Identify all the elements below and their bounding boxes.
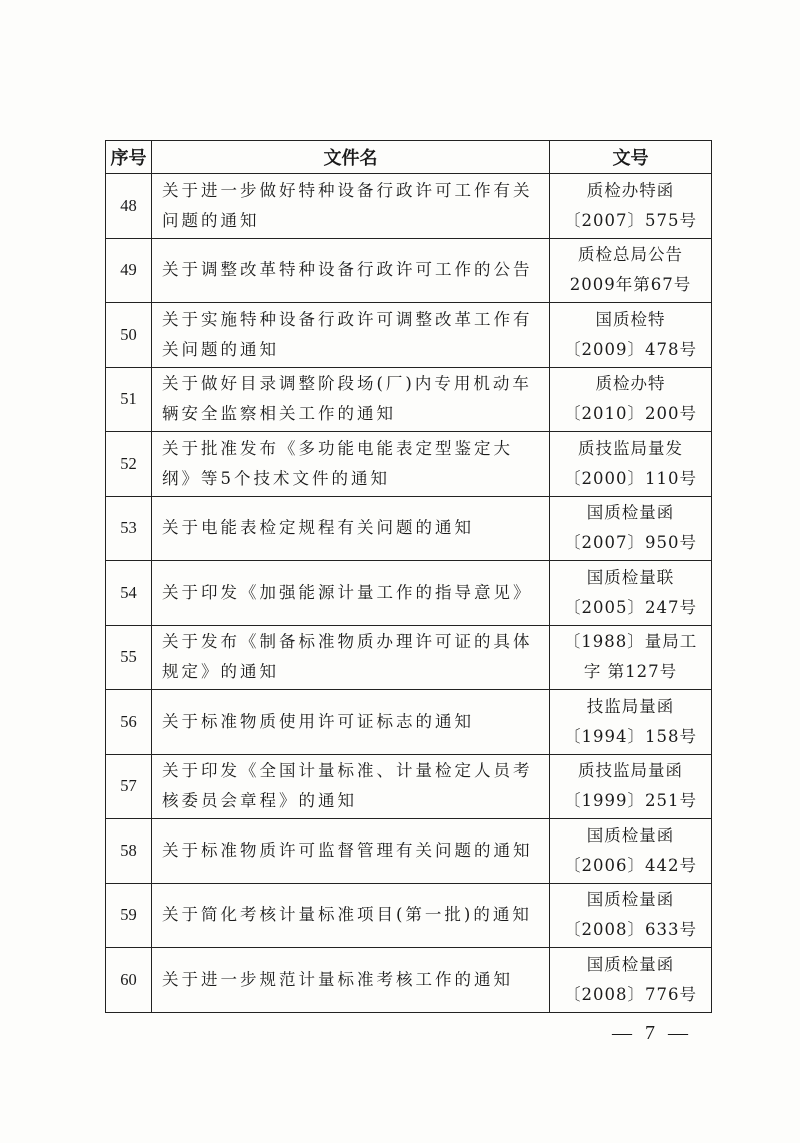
table-row [106,883,712,948]
row-file-name: 关于简化考核计量标准项目(第一批)的通知 [152,883,550,948]
header-doc-no: 文号 [550,141,712,174]
doc-no-line1: 国质检量联 [586,567,675,587]
row-doc-no [550,496,712,561]
row-seq: 53 [106,496,152,561]
header-name: 文件名 [152,141,550,174]
table-header-row [106,141,712,174]
row-doc-no [550,819,712,884]
row-doc-no [550,238,712,303]
table-row [106,819,712,884]
row-file-name: 关于标准物质使用许可证标志的通知 [152,690,550,755]
page-number: — 7 — [612,1022,692,1044]
row-seq: 49 [106,238,152,303]
row-seq: 51 [106,367,152,432]
row-file-name: 关于印发《全国计量标准、计量检定人员考核委员会章程》的通知 [152,754,550,819]
row-seq: 57 [106,754,152,819]
row-seq: 59 [106,883,152,948]
row-doc-no [550,174,712,239]
doc-no-line1: 质技监局量函 [578,761,683,781]
doc-no-line2: 〔1994〕158号 [564,726,697,746]
table-row [106,948,712,1013]
row-file-name: 关于调整改革特种设备行政许可工作的公告 [152,238,550,303]
row-doc-no [550,690,712,755]
table-row [106,432,712,497]
table-row [106,561,712,626]
doc-no-line2: 〔2000〕110号 [564,468,697,488]
doc-no-line2: 〔2007〕575号 [564,210,697,230]
doc-no-line2: 〔2005〕247号 [564,597,697,617]
row-doc-no [550,303,712,368]
row-file-name: 关于进一步做好特种设备行政许可工作有关问题的通知 [152,174,550,239]
row-file-name: 关于印发《加强能源计量工作的指导意见》 [152,561,550,626]
row-file-name: 关于做好目录调整阶段场(厂)内专用机动车辆安全监察相关工作的通知 [152,367,550,432]
doc-no-line2: 2009年第67号 [569,275,692,295]
row-file-name: 关于发布《制备标准物质办理许可证的具体规定》的通知 [152,625,550,690]
row-file-name: 关于批准发布《多功能电能表定型鉴定大纲》等5个技术文件的通知 [152,432,550,497]
table-row [106,690,712,755]
row-seq: 55 [106,625,152,690]
doc-no-line2: 〔2007〕950号 [564,533,697,553]
row-seq: 54 [106,561,152,626]
header-seq: 序号 [106,141,152,174]
doc-no-line1: 技监局量函 [586,696,675,716]
row-doc-no [550,948,712,1013]
row-doc-no [550,625,712,690]
row-seq: 52 [106,432,152,497]
doc-no-line1: 质技监局量发 [578,438,683,458]
table-row [106,303,712,368]
row-seq: 48 [106,174,152,239]
row-seq: 56 [106,690,152,755]
table-row [106,238,712,303]
row-doc-no [550,561,712,626]
document-table [105,140,712,1013]
row-doc-no [550,883,712,948]
row-file-name: 关于进一步规范计量标准考核工作的通知 [152,948,550,1013]
doc-no-line1: 国质检量函 [586,503,675,523]
doc-no-line1: 国质检量函 [586,825,675,845]
table-row [106,496,712,561]
doc-no-line2: 〔2006〕442号 [564,855,697,875]
doc-no-line1: 质检办特函 [586,180,675,200]
table-row [106,174,712,239]
row-seq: 60 [106,948,152,1013]
doc-no-line1: 质检总局公告 [578,245,683,265]
doc-no-line1: 〔1988〕量局工 [563,632,698,652]
row-file-name: 关于标准物质许可监督管理有关问题的通知 [152,819,550,884]
row-doc-no [550,432,712,497]
table-row [106,754,712,819]
doc-no-line2: 〔1999〕251号 [564,791,697,811]
doc-no-line2: 〔2009〕478号 [564,339,697,359]
row-file-name: 关于电能表检定规程有关问题的通知 [152,496,550,561]
table-row [106,367,712,432]
doc-no-line1: 国质检特 [595,309,666,329]
doc-no-line1: 国质检量函 [586,890,675,910]
row-seq: 50 [106,303,152,368]
doc-no-line2: 〔2010〕200号 [564,404,697,424]
table-row [106,625,712,690]
row-doc-no [550,754,712,819]
doc-no-line1: 质检办特 [595,374,666,394]
row-doc-no [550,367,712,432]
row-seq: 58 [106,819,152,884]
doc-no-line2: 〔2008〕776号 [564,984,697,1004]
doc-no-line1: 国质检量函 [586,954,675,974]
doc-no-line2: 字 第127号 [583,662,678,682]
row-file-name: 关于实施特种设备行政许可调整改革工作有关问题的通知 [152,303,550,368]
doc-no-line2: 〔2008〕633号 [564,920,697,940]
table-body [106,174,712,1013]
